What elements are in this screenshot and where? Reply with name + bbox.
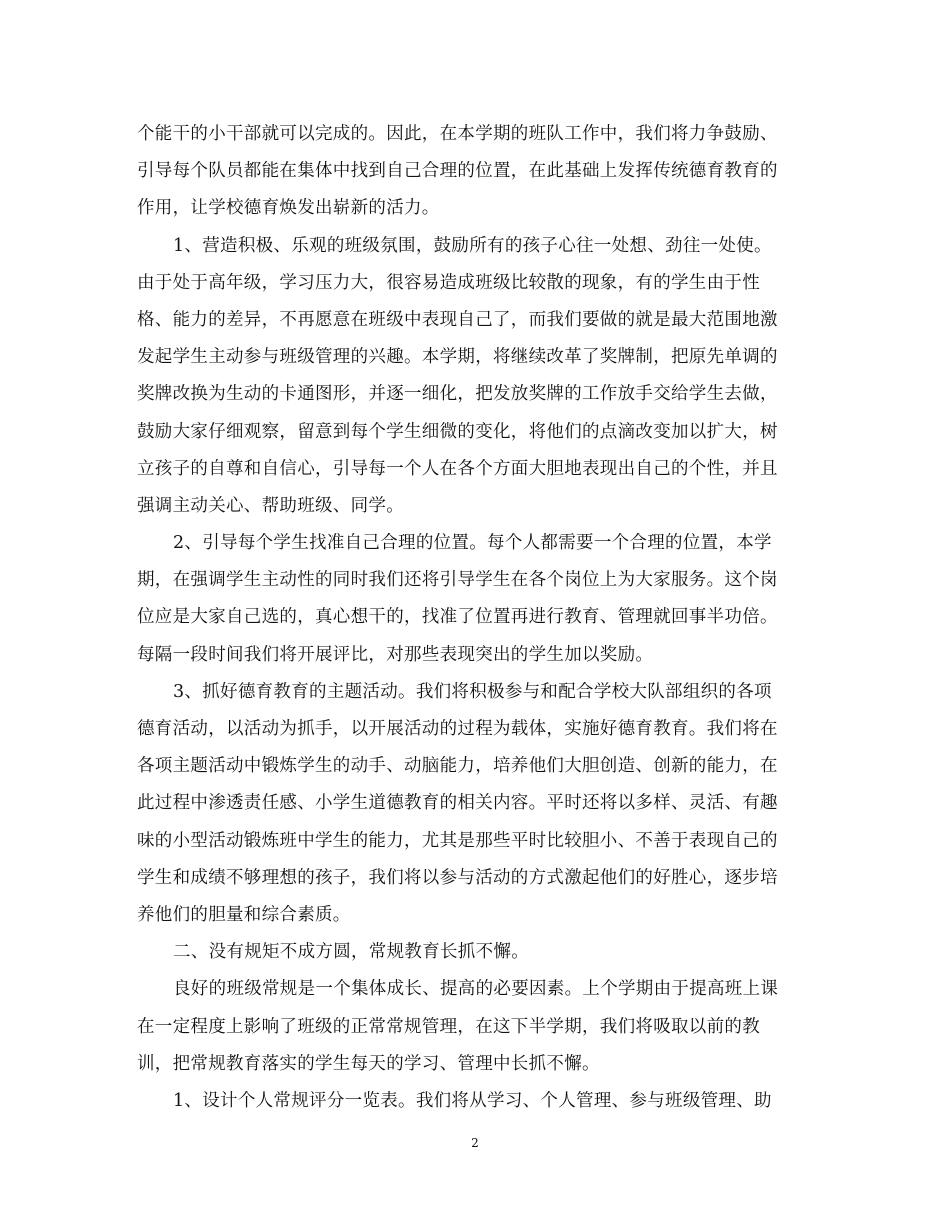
paragraph-start-line: 1、设计个人常规评分一览表。我们将从学习、个人管理、参与班级管理、助 bbox=[173, 1090, 772, 1111]
text-line: 每隔一段时间我们将开展评比，对那些表现突出的学生加以奖励。 bbox=[137, 644, 654, 665]
text-line: 在一定程度上影响了班级的正常常规管理，在这下半学期，我们将吸取以前的教 bbox=[137, 1016, 760, 1037]
page-number: 2 bbox=[471, 1136, 479, 1150]
text-line: 引导每个队员都能在集体中找到自己合理的位置，在此基础上发挥传统德育教育的 bbox=[137, 161, 778, 182]
text-line: 由于处于高年级，学习压力大，很容易造成班级比较散的现象，有的学生由于性 bbox=[137, 272, 760, 293]
text-line: 训，把常规教育落实的学生每天的学习、管理中长抓不懈。 bbox=[137, 1053, 600, 1074]
text-line: 作用，让学校德育焕发出崭新的活力。 bbox=[137, 198, 440, 219]
text-line: 立孩子的自尊和自信心，引导每一个人在各个方面大胆地表现出自己的个性，并且 bbox=[137, 458, 778, 479]
section-heading: 二、没有规矩不成方圆，常规教育长抓不懈。 bbox=[173, 942, 529, 963]
text-line: 学生和成绩不够理想的孩子，我们将以参与活动的方式激起他们的好胜心，逐步培 bbox=[137, 867, 778, 888]
text-line: 个能干的小干部就可以完成的。因此，在本学期的班队工作中，我们将力争鼓励、 bbox=[137, 124, 778, 144]
text-line: 发起学生主动参与班级管理的兴趣。本学期，将继续改革了奖牌制，把原先单调的 bbox=[137, 347, 778, 368]
document-body bbox=[137, 116, 813, 1120]
text-line: 养他们的胆量和综合素质。 bbox=[137, 904, 351, 925]
text-line: 位应是大家自己选的，真心想干的，找准了位置再进行教育、管理就回事半功倍。 bbox=[137, 607, 778, 628]
text-line: 格、能力的差异，不再愿意在班级中表现自己了，而我们要做的就是最大范围地激 bbox=[137, 309, 778, 330]
paragraph-start-line: 良好的班级常规是一个集体成长、提高的必要因素。上个学期由于提高班上课 bbox=[173, 979, 779, 1000]
paragraph-start-line: 1、营造积极、乐观的班级氛围，鼓励所有的孩子心往一处想、劲往一处使。 bbox=[173, 235, 772, 256]
text-line: 味的小型活动锻炼班中学生的能力，尤其是那些平时比较胆小、不善于表现自己的 bbox=[137, 830, 778, 851]
text-line: 期，在强调学生主动性的同时我们还将引导学生在各个岗位上为大家服务。这个岗 bbox=[137, 570, 778, 591]
paragraph-start-line: 3、抓好德育教育的主题活动。我们将积极参与和配合学校大队部组织的各项 bbox=[173, 681, 772, 702]
text-line: 德育活动，以活动为抓手，以开展活动的过程为载体，实施好德育教育。我们将在 bbox=[137, 719, 778, 739]
text-line: 鼓励大家仔细观察，留意到每个学生细微的变化，将他们的点滴改变加以扩大，树 bbox=[137, 421, 778, 442]
text-line: 奖牌改换为生动的卡通图形，并逐一细化，把发放奖牌的工作放手交给学生去做， bbox=[137, 384, 778, 405]
paragraph-start-line: 2、引导每个学生找准自己合理的位置。每个人都需要一个合理的位置，本学 bbox=[173, 533, 772, 554]
text-line: 此过程中渗透责任感、小学生道德教育的相关内容。平时还将以多样、灵活、有趣 bbox=[137, 793, 778, 814]
text-line: 各项主题活动中锻炼学生的动手、动脑能力，培养他们大胆创造、创新的能力，在 bbox=[137, 756, 778, 777]
text-line: 强调主动关心、帮助班级、同学。 bbox=[137, 495, 404, 516]
